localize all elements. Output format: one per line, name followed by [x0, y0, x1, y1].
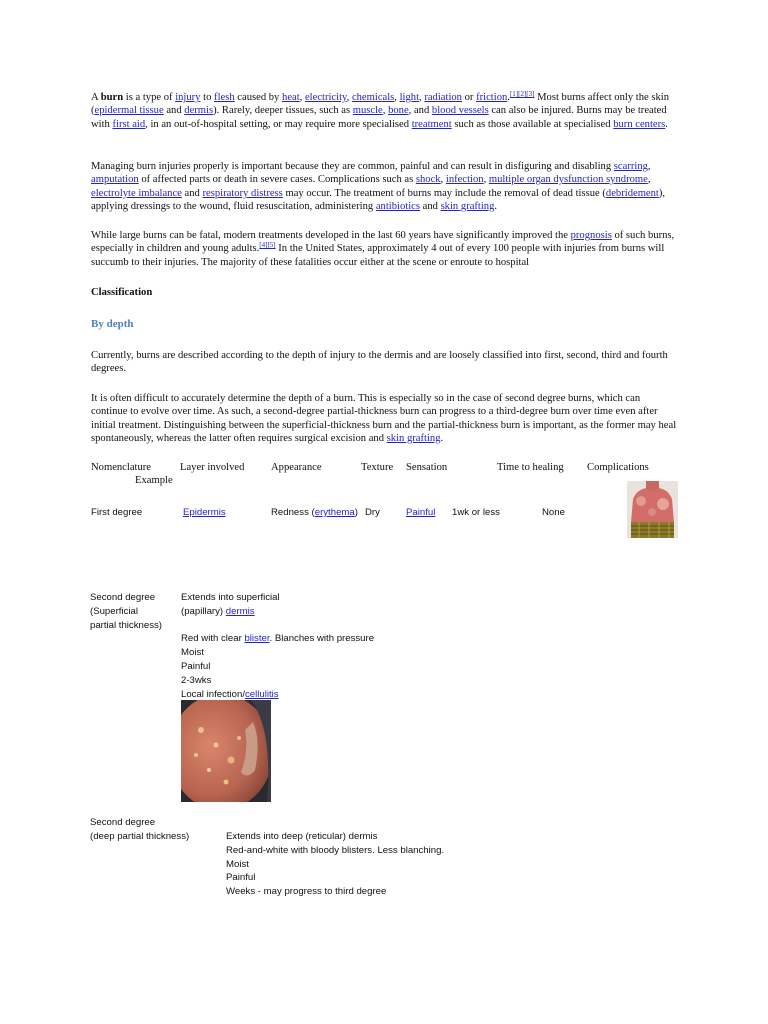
sensation-text: Painful [181, 660, 211, 672]
classification-heading: Classification [91, 287, 153, 298]
text: and [419, 200, 441, 212]
text: is a type of [123, 92, 176, 103]
text: A [91, 92, 101, 103]
text: or [461, 92, 477, 103]
header-example: Example [135, 475, 173, 486]
text: , [394, 92, 400, 103]
text: of affected parts or death in severe cases. Complications such as [138, 174, 416, 186]
sensation-text: Painful [226, 872, 256, 884]
text: , [483, 174, 489, 186]
citation-ref[interactable]: [1][2][3] [509, 90, 535, 98]
text: to [200, 92, 215, 103]
link-radiation[interactable]: radiation [424, 92, 462, 103]
text: such as those available at specialised [451, 118, 614, 130]
second-degree-burn-photo [181, 700, 271, 802]
header-appearance: Appearance [271, 462, 322, 473]
link-first-aid[interactable]: first aid [112, 118, 146, 130]
link-dermis[interactable]: dermis [184, 105, 214, 117]
text: caused by [234, 92, 283, 103]
text: Most burns affect only the skin ( [91, 92, 670, 117]
link-prognosis[interactable]: prognosis [570, 230, 612, 241]
citation-ref[interactable]: [4][5] [259, 241, 276, 250]
text: While large burns can be fatal, modern treatments developed in the last 60 years have significantly improved the [91, 230, 571, 241]
first-degree-burn-photo [627, 481, 678, 538]
header-texture: Texture [361, 462, 394, 473]
second-superficial-details [181, 591, 374, 701]
text: It is often difficult to accurately determine the depth of a burn. This is especially so in the case of second degree burns, which can continue to evolve over time. As such, a second-degree partial-thickness burn can progress to a third-degree burn over time even after initial treatment. Distinguishing between the superficial-thickness burn and the partial-thickness burn is important, as the former may heal spontaneously, whereas the latter often requires surgical excision and [91, 393, 677, 444]
layer-text [181, 605, 374, 619]
text: , [382, 105, 389, 117]
text: . [440, 432, 444, 444]
second-deep-details [226, 830, 444, 899]
first-degree-texture: Dry [365, 507, 380, 518]
text: , and [408, 105, 432, 117]
texture-text: Moist [181, 647, 204, 659]
link-antibiotics[interactable]: antibiotics [375, 200, 420, 212]
appearance-text [181, 632, 374, 646]
first-degree-appearance [271, 507, 358, 518]
link-scarring[interactable]: scarring [613, 161, 648, 172]
text: , [419, 92, 425, 103]
link-friction[interactable]: friction [476, 92, 508, 103]
depth-intro-paragraph: Currently, burns are described according to the depth of injury to the dermis and are loosely classified into first, second, third and fourth degrees. [91, 350, 668, 375]
text: Red with clear [181, 633, 245, 645]
text: (Superficial [90, 605, 138, 617]
layer-text: Extends into deep (reticular) dermis [226, 831, 378, 842]
text: ). Rarely, deeper tissues, such as [213, 105, 353, 117]
link-bone[interactable]: bone [388, 105, 409, 117]
text: Redness ( [271, 507, 315, 518]
burn-term: burn [100, 92, 124, 103]
text: . [507, 92, 510, 103]
text: (papillary) [181, 605, 226, 617]
text: , in an out-of-hospital setting, or may require more specialised [145, 118, 412, 130]
text: and [163, 105, 185, 117]
header-layer-involved: Layer involved [180, 462, 245, 473]
link-multiple-organ-dysfunction[interactable]: multiple organ dysfunction syndrome [488, 174, 648, 186]
first-degree-name: First degree [91, 507, 143, 518]
second-deep-name [90, 816, 189, 844]
link-dermis[interactable]: dermis [225, 605, 255, 617]
text: (deep partial thickness) [90, 830, 190, 842]
link-painful[interactable]: Painful [406, 507, 436, 518]
link-muscle[interactable]: muscle [352, 105, 383, 117]
link-blood-vessels[interactable]: blood vessels [431, 105, 489, 117]
texture-text: Moist [226, 858, 249, 870]
header-complications: Complications [587, 462, 649, 473]
text: , [299, 92, 305, 103]
link-amputation[interactable]: amputation [91, 174, 139, 186]
text: Managing burn injuries properly is important because they are common, painful and can result in disfiguring and disabling [91, 161, 614, 172]
layer-text: Extends into superficial [181, 592, 280, 603]
healing-time-text: Weeks - may progress to third degree [226, 886, 387, 898]
link-light[interactable]: light [399, 92, 420, 103]
text: can also be injured. Burns may be treated with [91, 105, 667, 130]
spacer [181, 619, 374, 633]
link-heat[interactable]: heat [282, 92, 300, 103]
text: In the United States, approximately 4 out of every 100 people with injuries from burns will succumb to their injuries. The majority of these fatalities occur either at the scene or enroute to hospital [91, 243, 665, 268]
text: Local infection/ [181, 688, 245, 700]
link-skin-grafting[interactable]: skin grafting [386, 432, 441, 444]
link-debridement[interactable]: debridement [605, 187, 659, 199]
text: ), applying dressings to the wound, fluid resuscitation, administering [91, 187, 666, 212]
text: , [346, 92, 352, 103]
header-time-to-healing: Time to healing [497, 462, 564, 473]
depth-difficulty-paragraph [91, 392, 677, 445]
healing-time-text: 2-3wks [181, 674, 212, 686]
link-injury[interactable]: injury [175, 92, 201, 103]
header-sensation: Sensation [406, 462, 448, 473]
text: of such burns, especially in children and young adults. [91, 230, 675, 255]
link-chemicals[interactable]: chemicals [351, 92, 395, 103]
link-erythema[interactable]: erythema [314, 507, 355, 518]
link-respiratory-distress[interactable]: respiratory distress [202, 187, 283, 199]
text: partial thickness) [90, 619, 162, 631]
link-epidermal-tissue[interactable]: epidermal tissue [94, 105, 164, 117]
link-skin-grafting[interactable]: skin grafting [440, 200, 495, 212]
text: ) [354, 507, 358, 518]
text: , [440, 174, 446, 186]
link-electrolyte-imbalance[interactable]: electrolyte imbalance [91, 187, 182, 199]
text: may occur. The treatment of burns may include the removal of dead tissue ( [282, 187, 606, 199]
link-blister[interactable]: blister [244, 633, 270, 645]
first-degree-complications: None [542, 507, 565, 518]
second-superficial-name [90, 591, 162, 632]
link-infection[interactable]: infection [445, 174, 484, 186]
link-epidermis[interactable]: Epidermis [183, 507, 226, 518]
appearance-text: Red-and-white with bloody blisters. Less blanching. [226, 844, 445, 856]
link-cellulitis[interactable]: cellulitis [245, 688, 279, 700]
text: . [494, 200, 498, 212]
prognosis-paragraph [91, 229, 677, 269]
management-paragraph [91, 160, 677, 213]
link-shock[interactable]: shock [415, 174, 441, 186]
link-burn-centers[interactable]: burn centers [613, 118, 666, 130]
text: , [647, 161, 651, 172]
text: and [181, 187, 203, 199]
text: . [665, 118, 668, 130]
link-flesh[interactable]: flesh [214, 92, 235, 103]
intro-paragraph [91, 91, 677, 131]
link-electricity[interactable]: electricity [304, 92, 347, 103]
text: Second degree [90, 817, 156, 828]
link-treatment[interactable]: treatment [411, 118, 452, 130]
first-degree-time: 1wk or less [452, 507, 500, 518]
text: , [647, 174, 651, 186]
by-depth-heading: By depth [91, 318, 134, 330]
text: . Blanches with pressure [269, 633, 375, 645]
text: Second degree [90, 592, 156, 603]
header-nomenclature: Nomenclature [91, 462, 152, 473]
